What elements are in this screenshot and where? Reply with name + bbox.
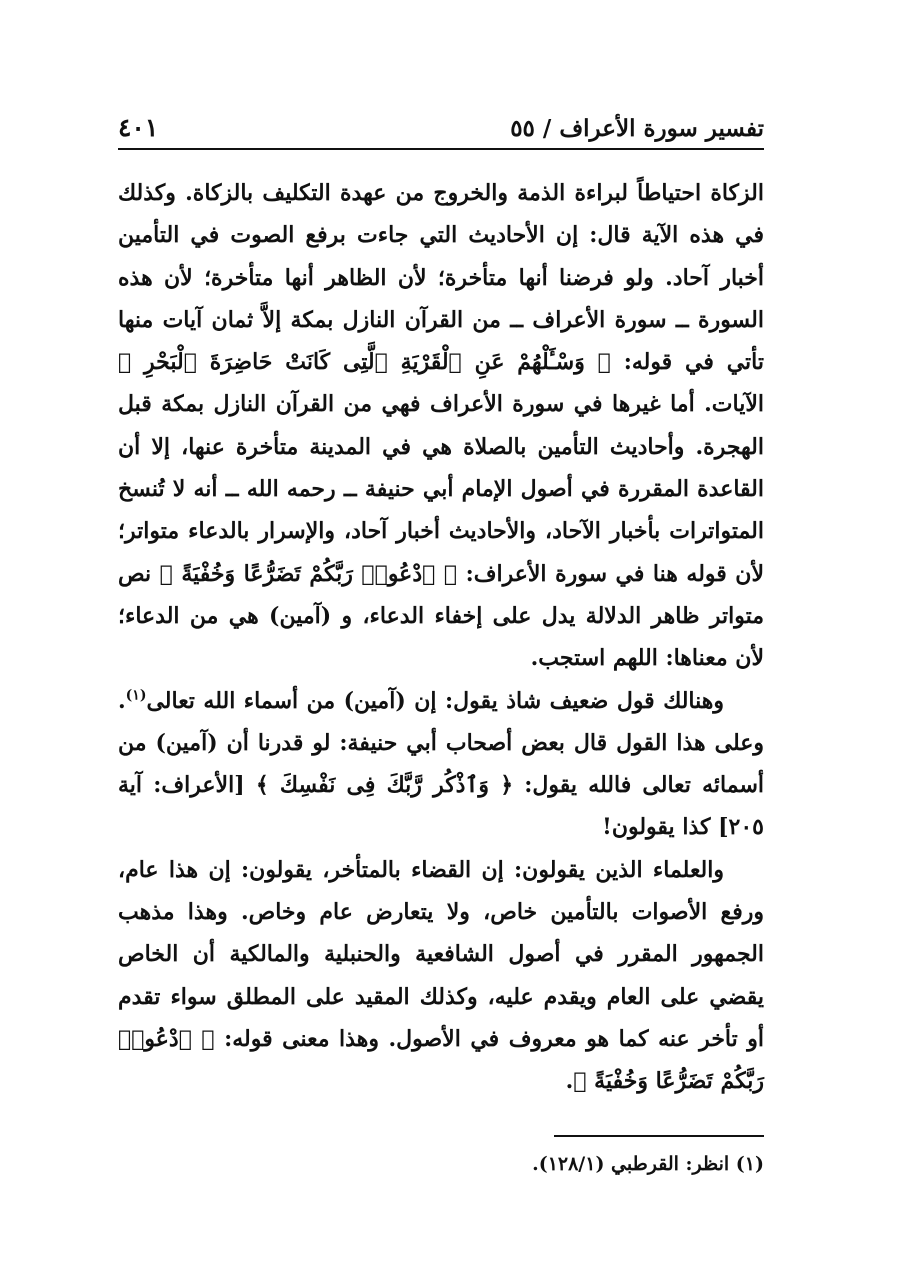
text-run: نص متواتر ظاهر الدلالة يدل على إخفاء الدعاء، و (آمين) هي من الدعاء؛ لأن معناها: اللهم استجب. <box>118 560 764 672</box>
text-run: وهنالك قول ضعيف شاذ يقول: إن (آمين) من أسماء الله تعالى <box>146 687 724 714</box>
footnote-marker: (١) <box>125 687 147 704</box>
paragraph <box>118 172 764 680</box>
paragraph <box>118 849 764 1103</box>
quran-verse: ﴿ ٱدْعُوا۟ رَبَّكُمْ تَضَرُّعًا وَخُفْيَةً ﴾ <box>159 560 458 587</box>
page-header <box>118 96 764 148</box>
text-run: والعلماء الذين يقولون: إن القضاء بالمتأخر، يقولون: إن هذا عام، ورفع الأصوات بالتأمين خاص، ولا يتعارض عام وخاص. وهذا مذهب الجمهور المقرر في أصول الشافعية والحنبلية والمالكية أن الخاص يقضي على العام ويقدم عليه، وكذلك المقيد على المطلق سواء تقدم أو تأخر عنه كما هو معروف في الأصول. وهذا معنى قوله: <box>118 856 764 1052</box>
footnote-divider <box>554 1135 764 1137</box>
text-run: [الأعراف: آية ٢٠٥] كذا يقولون! <box>118 772 764 841</box>
text-run: . <box>565 1068 574 1095</box>
quran-verse: ﴿ وَسْـَٔلْهُمْ عَنِ ٱلْقَرْيَةِ ٱلَّتِى كَانَتْ حَاضِرَةَ ٱلْبَحْرِ ﴾ <box>118 349 611 376</box>
header-divider <box>118 148 764 150</box>
quran-verse: ﴿ ٱدْعُوا۟ رَبَّكُمْ تَضَرُّعًا وَخُفْيَةً ﴾ <box>118 1025 764 1095</box>
footnote: (١) انظر: القرطبي (١٢٨/١). <box>532 1152 764 1175</box>
quran-verse: ﴿ وَٱذْكُر رَّبَّكَ فِى نَفْسِكَ ﴾ <box>255 772 514 799</box>
page <box>118 96 764 1179</box>
body-text <box>118 172 764 1103</box>
text-run: الآيات. أما غيرها في سورة الأعراف فهي من القرآن النازل بمكة قبل الهجرة. وأحاديث التأمين بالصلاة هي في المدينة متأخرة عنها، إلا أن القاعدة المقررة في أصول الإمام أبي حنيفة ــ رحمه الله ــ أنه لا تُنسخ المتواترات بأخبار الآحاد، والأحاديث أخبار آحاد، والإسرار بالدعاء متواتر؛ لأن قوله هنا في سورة الأعراف: <box>118 391 765 587</box>
page-number: ٤٠١ <box>118 113 159 142</box>
text-run: . وعلى هذا القول قال بعض أصحاب أبي حنيفة: لو قدرنا أن (آمين) من أسمائه تعالى فالله يقول: <box>118 687 764 799</box>
running-title: تفسير سورة الأعراف / ٥٥ <box>510 115 764 142</box>
text-run: الزكاة احتياطاً لبراءة الذمة والخروج من عهدة التكليف بالزكاة. وكذلك في هذه الآية قال: إن الأحاديث التي جاءت برفع الصوت في التأمين أخبار آحاد. ولو فرضنا أنها متأخرة؛ لأن الظاهر أنها متأخرة؛ لأن هذه السورة ــ سورة الأعراف ــ من القرآن النازل بمكة إلاَّ ثمان آيات منها تأتي في قوله: <box>118 180 764 376</box>
paragraph <box>118 680 764 849</box>
